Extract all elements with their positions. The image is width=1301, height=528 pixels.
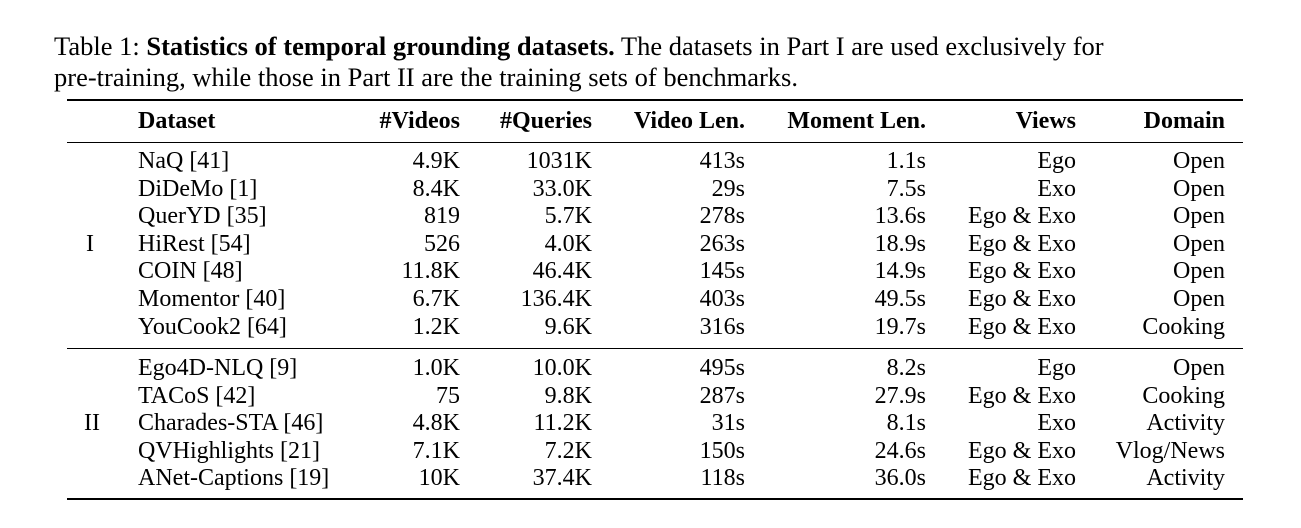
cell-moment-length: 14.9s (874, 258, 926, 285)
cell-video-length: 287s (699, 382, 745, 409)
header-videos: #Videos (379, 108, 460, 134)
cell-dataset: QuerYD [35] (138, 203, 267, 230)
cell-videos: 819 (424, 203, 460, 230)
cell-views: Ego (1037, 148, 1076, 174)
cell-dataset: Momentor [40] (138, 286, 286, 312)
cell-domain: Activity (1146, 465, 1225, 492)
cell-domain: Open (1173, 258, 1225, 285)
header-video-length: Video Len. (633, 108, 745, 134)
cell-views: Ego & Exo (968, 203, 1076, 230)
cell-views: Ego & Exo (968, 230, 1076, 257)
cell-dataset: HiRest [54] (138, 230, 251, 257)
cell-videos: 6.7K (412, 286, 460, 312)
cell-views: Exo (1037, 175, 1076, 202)
header-moment-length: Moment Len. (787, 108, 926, 134)
caption-text: The datasets in Part I are used exclusively for (614, 31, 1104, 61)
cell-moment-length: 13.6s (874, 203, 926, 230)
cell-dataset: YouCook2 [64] (138, 313, 287, 340)
cell-video-length: 145s (699, 258, 745, 285)
cell-dataset: NaQ [41] (138, 148, 230, 174)
cell-queries: 4.0K (544, 230, 592, 257)
cell-domain: Open (1173, 286, 1225, 312)
caption-line-1 (54, 31, 1254, 62)
cell-domain: Open (1173, 175, 1225, 202)
caption-line-2: pre-training, while those in Part II are the training sets of benchmarks. (54, 62, 798, 92)
cell-domain: Open (1173, 203, 1225, 230)
cell-views: Ego & Exo (968, 382, 1076, 409)
header-rule (67, 142, 1243, 143)
cell-moment-length: 1.1s (886, 148, 926, 174)
cell-videos: 1.2K (412, 313, 460, 340)
cell-views: Ego & Exo (968, 286, 1076, 312)
cell-video-length: 316s (699, 313, 745, 340)
cell-moment-length: 8.2s (886, 355, 926, 381)
cell-views: Ego (1037, 355, 1076, 381)
cell-domain: Activity (1146, 410, 1225, 437)
cell-domain: Vlog/News (1115, 437, 1225, 464)
cell-dataset: ANet-Captions [19] (138, 465, 330, 492)
cell-videos: 10K (418, 465, 460, 492)
cell-videos: 8.4K (412, 175, 460, 202)
table-caption (54, 31, 1254, 93)
cell-videos: 11.8K (401, 258, 460, 285)
header-views: Views (1015, 108, 1076, 134)
cell-video-length: 118s (700, 465, 745, 492)
cell-queries: 1031K (526, 148, 592, 174)
cell-videos: 1.0K (412, 355, 460, 381)
cell-queries: 9.8K (544, 382, 592, 409)
cell-moment-length: 36.0s (874, 465, 926, 492)
cell-dataset: DiDeMo [1] (138, 175, 258, 202)
cell-queries: 7.2K (544, 437, 592, 464)
cell-dataset: Ego4D-NLQ [9] (138, 355, 298, 381)
cell-video-length: 31s (711, 410, 745, 437)
header-queries: #Queries (500, 108, 592, 134)
cell-domain: Cooking (1142, 382, 1225, 409)
cell-views: Ego & Exo (968, 437, 1076, 464)
cell-queries: 33.0K (532, 175, 592, 202)
cell-views: Ego & Exo (968, 313, 1076, 340)
header-dataset: Dataset (138, 108, 216, 134)
cell-video-length: 413s (699, 148, 745, 174)
cell-video-length: 403s (699, 286, 745, 312)
cell-moment-length: 8.1s (886, 410, 926, 437)
top-rule (67, 99, 1243, 101)
caption-prefix: Table 1: (54, 31, 147, 61)
part-separator-rule (67, 348, 1243, 349)
cell-domain: Cooking (1142, 313, 1225, 340)
part-label: I (86, 230, 94, 257)
cell-videos: 526 (424, 230, 460, 257)
part-label: II (84, 410, 100, 437)
bottom-rule (67, 498, 1243, 500)
cell-moment-length: 24.6s (874, 437, 926, 464)
cell-queries: 136.4K (520, 286, 592, 312)
cell-queries: 46.4K (532, 258, 592, 285)
cell-queries: 37.4K (532, 465, 592, 492)
cell-queries: 11.2K (533, 410, 592, 437)
cell-views: Exo (1037, 410, 1076, 437)
cell-domain: Open (1173, 230, 1225, 257)
cell-moment-length: 49.5s (874, 286, 926, 312)
cell-moment-length: 7.5s (886, 175, 926, 202)
cell-videos: 4.9K (412, 148, 460, 174)
cell-videos: 4.8K (412, 410, 460, 437)
cell-moment-length: 19.7s (874, 313, 926, 340)
caption-title: Statistics of temporal grounding datasets. (146, 31, 615, 61)
cell-video-length: 29s (711, 175, 745, 202)
cell-dataset: TACoS [42] (138, 382, 256, 409)
cell-video-length: 263s (699, 230, 745, 257)
cell-domain: Open (1173, 355, 1225, 381)
cell-domain: Open (1173, 148, 1225, 174)
cell-video-length: 150s (699, 437, 745, 464)
cell-video-length: 278s (699, 203, 745, 230)
cell-videos: 75 (436, 382, 460, 409)
cell-views: Ego & Exo (968, 465, 1076, 492)
header-domain: Domain (1143, 108, 1225, 134)
cell-moment-length: 27.9s (874, 382, 926, 409)
cell-queries: 9.6K (544, 313, 592, 340)
cell-dataset: Charades-STA [46] (138, 410, 324, 437)
cell-moment-length: 18.9s (874, 230, 926, 257)
cell-video-length: 495s (699, 355, 745, 381)
cell-dataset: QVHighlights [21] (138, 437, 320, 464)
cell-dataset: COIN [48] (138, 258, 243, 285)
cell-views: Ego & Exo (968, 258, 1076, 285)
cell-queries: 5.7K (544, 203, 592, 230)
cell-videos: 7.1K (412, 437, 460, 464)
cell-queries: 10.0K (532, 355, 592, 381)
